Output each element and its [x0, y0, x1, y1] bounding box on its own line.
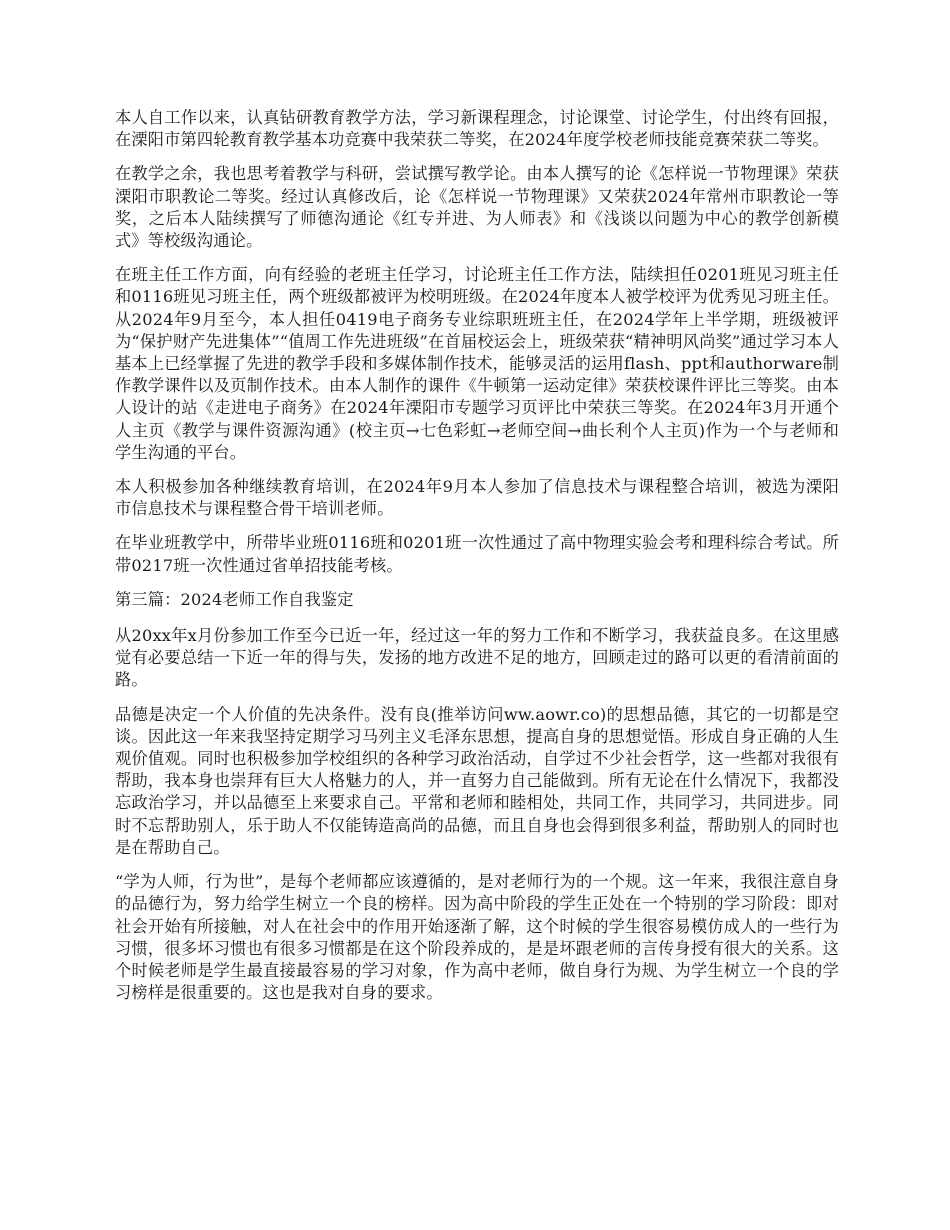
- paragraph-moral-character: 品德是决定一个人价值的先决条件。没有良(推举访问ww.aowr.co)的思想品德，其它的一切都是空谈。因此这一年来我坚持定期学习马列主义毛泽东思想，提高自身的思想觉悟。形成自身正确的人生观价值观。同时也积极参加学校组织的各种学习政治活动，自学过不少社会哲学，这一些都对我很有帮助，我本身也崇拜有巨大人格魅力的人，并一直努力自己能做到。所有无论在什么情况下，我都没忘政治学习，并以品德至上来要求自己。平常和老师和睦相处，共同工作，共同学习，共同进步。同时不忘帮助别人，乐于助人不仅能铸造高尚的品德，而且自身也会得到很多利益，帮助别人的同时也是在帮助自己。: [115, 704, 839, 857]
- paragraph-competition-awards: 本人自工作以来，认真钻研教育教学方法，学习新课程理念，讨论课堂、讨论学生，付出终有回报，在溧阳市第四轮教育教学基本功竞赛中我荣获二等奖，在2024年度学校老师技能竞赛荣获二等奖。: [115, 108, 839, 150]
- paragraph-graduating-class: 在毕业班教学中，所带毕业班0116班和0201班一次性通过了高中物理实验会考和理科综合考试。所带0217班一次性通过省单招技能考核。: [115, 533, 839, 575]
- paragraph-class-teacher-work: 在班主任工作方面，向有经验的老班主任学习，讨论班主任工作方法，陆续担任0201班见习班主任和0116班见习班主任，两个班级都被评为校明班级。在2024年度本人被学校评为优秀见习班主任。从2024年9月至今，本人担任0419电子商务专业综职班班主任，在2024学年上半学期，班级被评为“保护财产先进集体”“值周工作先进班级”在首届校运会上，班级荣获“精神明风尚奖”通过学习本人基本上已经掌握了先进的教学手段和多媒体制作技术，能够灵活的运用flash、ppt和authorware制作教学课件以及页制作技术。由本人制作的课件《牛顿第一运动定律》荣获校课件评比三等奖。由本人设计的站《走进电子商务》在2024年溧阳市专题学习页评比中荣获三等奖。在2024年3月开通个人主页《教学与课件资源沟通》(校主页→七色彩虹→老师空间→曲长利个人主页)作为一个与老师和学生沟通的平台。: [115, 265, 839, 462]
- paragraph-role-model: “学为人师，行为世”，是每个老师都应该遵循的，是对老师行为的一个规。这一年来，我很注意自身的品德行为，努力给学生树立一个良的榜样。因为高中阶段的学生正处在一个特别的学习阶段：即对社会开始有所接触，对人在社会中的作用开始逐渐了解，这个时候的学生很容易模仿成人的一些行为习惯，很多坏习惯也有很多习惯都是在这个阶段养成的，是是坏跟老师的言传身授有很大的关系。这个时候老师是学生最直接最容易的学习对象，作为高中老师，做自身行为规、为学生树立一个良的学习榜样是很重要的。这也是我对自身的要求。: [115, 872, 839, 1003]
- paragraph-continuing-education: 本人积极参加各种继续教育培训，在2024年9月本人参加了信息技术与课程整合培训，被选为溧阳市信息技术与课程整合骨干培训老师。: [115, 477, 839, 519]
- paragraph-year-review-intro: 从20xx年x月份参加工作至今已近一年，经过这一年的努力工作和不断学习，我获益良多。在这里感觉有必要总结一下近一年的得与失，发扬的地方改进不足的地方，回顾走过的路可以更的看清前面的路。: [115, 626, 839, 690]
- document-body: [115, 107, 839, 1016]
- section-heading-part-three: 第三篇：2024老师工作自我鉴定: [115, 589, 354, 609]
- paragraph-research-papers: 在教学之余，我也思考着教学与科研，尝试撰写教学论。由本人撰写的论《怎样说一节物理课》荣获溧阳市职教论二等奖。经过认真修改后，论《怎样说一节物理课》又荣获2024年常州市职教论一等奖，之后本人陆续撰写了师德沟通论《红专并进、为人师表》和《浅谈以问题为中心的教学创新模式》等校级沟通论。: [115, 164, 839, 251]
